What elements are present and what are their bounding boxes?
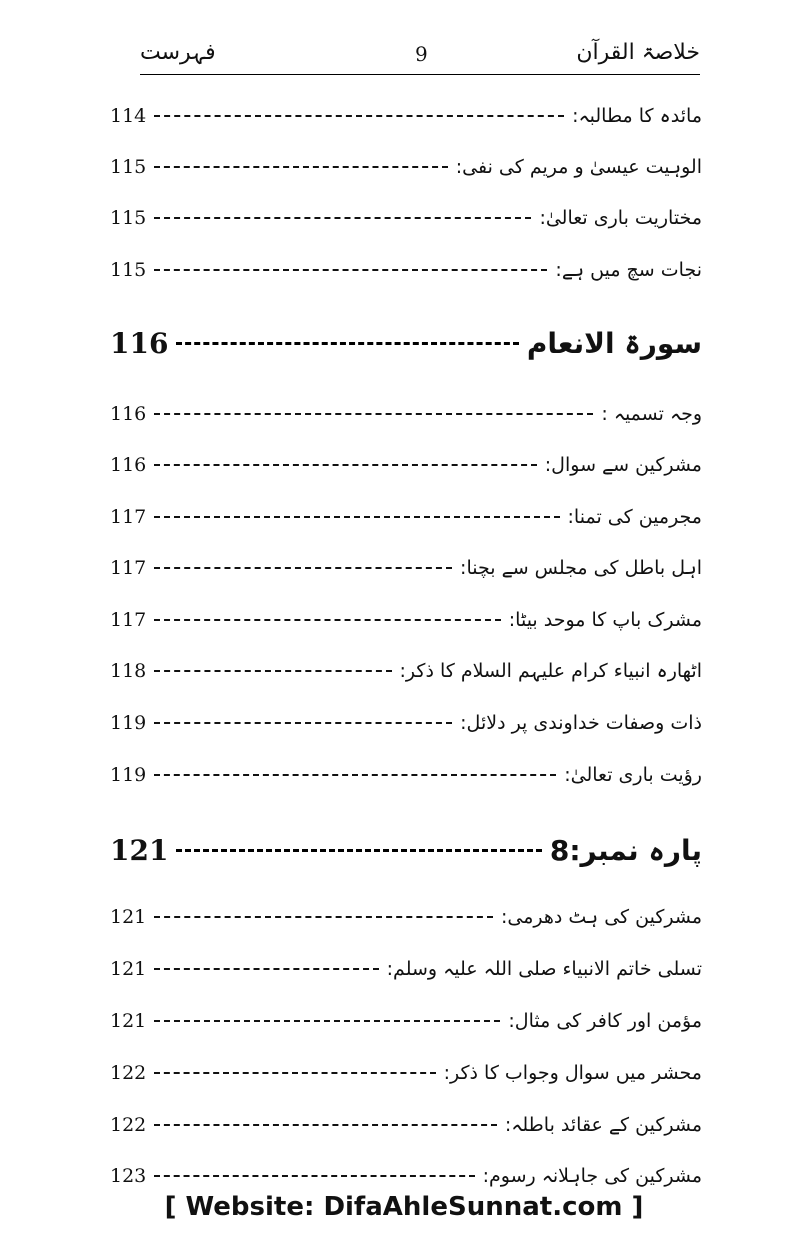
toc-entry [110,198,702,238]
toc-entry-title: اٹھارہ انبیاء کرام علیہم السلام کا ذکر: [399,660,702,682]
toc-entry-page: 121 [110,1010,147,1032]
toc-entry-title: مائدہ کا مطالبہ: [572,105,702,127]
toc-entry-page: 117 [110,609,147,631]
toc-entry [110,548,702,588]
toc-entry-title: مشرکین سے سوال: [544,454,702,476]
toc-entry-title: مشرکین کی ہٹ دھرمی: [500,906,702,928]
toc-entry-page: 116 [110,454,147,476]
toc-entry-title: مشرکین کے عقائد باطلہ: [504,1114,702,1136]
toc-leader [154,619,501,621]
section-page: 121 [110,833,169,867]
toc-leader [154,1124,497,1126]
toc-entry [110,1156,702,1196]
toc-leader [176,342,518,345]
toc-leader [154,774,556,776]
toc-leader [154,413,593,415]
toc-entry-page: 115 [110,207,147,229]
toc-entry-title: اہل باطل کی مجلس سے بچنا: [460,557,702,579]
toc-leader [154,115,564,117]
toc-leader [154,166,447,168]
toc-entry-page: 115 [110,259,147,281]
header-book-title: خلاصۃ القرآن [576,40,700,65]
toc-leader [176,849,541,852]
toc-entry-title: مشرک باپ کا موحد بیٹا: [508,609,702,631]
toc-entry-title: ذات وصفات خداوندی پر دلائل: [460,712,702,734]
toc-leader [154,722,452,724]
toc-section-heading [110,323,702,363]
toc-leader [154,217,531,219]
toc-entry [110,1105,702,1145]
toc-entry-page: 117 [110,557,147,579]
toc-entry [110,755,702,795]
toc-entry-title: الوہیت عیسیٰ و مریم کی نفی: [455,156,702,178]
toc-entry [110,949,702,989]
section-page: 116 [110,326,169,360]
toc-leader [154,1072,435,1074]
toc-entry-page: 117 [110,506,147,528]
toc-entry-page: 122 [110,1062,147,1084]
toc-entry [110,600,702,640]
toc-entry-page: 119 [110,712,147,734]
toc-entry-title: مجرمین کی تمنا: [567,506,702,528]
toc-entry-page: 122 [110,1114,147,1136]
toc-leader [154,269,547,271]
toc-entry-page: 121 [110,958,147,980]
header-page-number: 9 [415,42,428,66]
section-title: پارہ نمبر:8 [549,833,702,867]
toc-leader [154,567,452,569]
toc-entry-title: مشرکین کی جاہلانہ رسوم: [482,1165,702,1187]
toc-entry-page: 118 [110,660,147,682]
toc-entry [110,1001,702,1041]
toc-entry-title: نجات سچ میں ہے: [555,259,702,281]
toc-entry-title: تسلی خاتم الانبیاء صلی اللہ علیہ وسلم: [386,958,702,980]
toc-entry-page: 121 [110,906,147,928]
toc-leader [154,1175,474,1177]
toc-entry-page: 119 [110,764,147,786]
toc-entry [110,703,702,743]
toc-leader [154,516,559,518]
toc-entry [110,96,702,136]
toc-entry [110,147,702,187]
toc-leader [154,916,493,918]
toc-leader [154,968,378,970]
toc-entry [110,394,702,434]
toc-entry-page: 115 [110,156,147,178]
toc-entry-title: مؤمن اور کافر کی مثال: [508,1010,702,1032]
toc-leader [154,1020,500,1022]
toc-entry-page: 114 [110,105,147,127]
toc-entry-page: 116 [110,403,147,425]
toc-entry [110,897,702,937]
toc-entry [110,445,702,485]
toc-entry-title: محشر میں سوال وجواب کا ذکر: [443,1062,702,1084]
toc-entry-title: وجہ تسمیہ : [601,403,702,425]
toc-entry [110,1053,702,1093]
toc-entry [110,497,702,537]
website-footer: [ Website: DifaAhleSunnat.com ] [164,1192,644,1222]
header-section-title: فہرست [140,40,216,65]
section-title: سورۃ الانعام [526,326,702,360]
toc-entry-title: مختاریت باری تعالیٰ: [539,207,702,229]
toc-entry [110,250,702,290]
toc-entry-page: 123 [110,1165,147,1187]
toc-leader [154,464,537,466]
header-rule [140,74,700,75]
toc-section-heading [110,830,702,870]
page-header [140,40,700,78]
toc-entry [110,651,702,691]
toc-leader [154,670,391,672]
toc-entry-title: رؤیت باری تعالیٰ: [564,764,702,786]
